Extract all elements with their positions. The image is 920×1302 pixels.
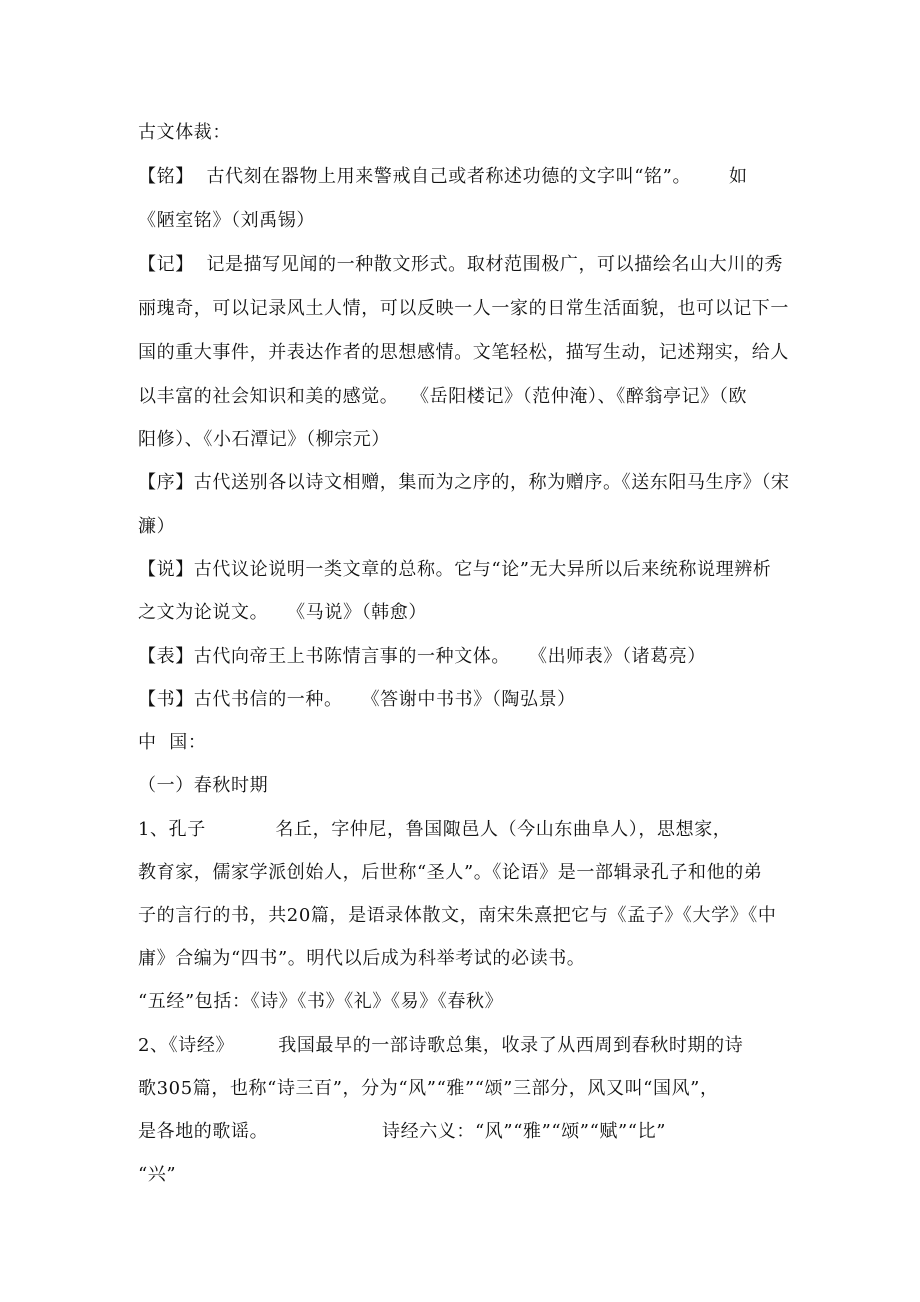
section-heading: 中 国： (138, 732, 207, 753)
section-heading: 古文体裁： (138, 122, 231, 143)
text-line: 以丰富的社会知识和美的感觉。 《岳阳楼记》（范仲淹）、《醉翁亭记》（欧 (138, 386, 748, 407)
subsection-heading: （一）春秋时期 (138, 775, 269, 796)
text-line: 【记】 记是描写见闻的一种散文形式。取材范围极广，可以描绘名山大川的秀 (138, 254, 784, 275)
text-line: 是各地的歌谣。 诗经六义：“风”“雅”“颂”“赋”“比” (138, 1121, 667, 1142)
text-line: 【书】古代书信的一种。 《答谢中书书》（陶弘景） (138, 689, 576, 710)
text-line: 濂） (138, 516, 176, 537)
text-line: 子的言行的书，共20篇，是语录体散文，南宋朱熹把它与《孟子》《大学》《中 (138, 905, 777, 926)
text-line: 歌305篇，也称“诗三百”，分为“风”“雅”“颂”三部分，风又叫“国风”， (138, 1078, 719, 1099)
text-line: 庸》合编为“四书”。明代以后成为科举考试的必读书。 (138, 948, 586, 969)
text-line: 《陋室铭》（刘禹锡） (138, 210, 315, 231)
text-line: “兴” (138, 1164, 177, 1185)
text-line: 1、孔子 名丘，字仲尼，鲁国陬邑人（今山东曲阜人），思想家， (138, 819, 732, 840)
text-line: 阳修）、《小石潭记》（柳宗元） (138, 429, 390, 450)
text-line: 丽瑰奇，可以记录风土人情，可以反映一人一家的日常生活面貌，也可以记下一 (138, 298, 789, 319)
text-line: 国的重大事件，并表达作者的思想感情。文笔轻松，描写生动，记述翔实，给人 (138, 342, 789, 363)
text-line: 【序】古代送别各以诗文相赠，集而为之序的，称为赠序。《送东阳马生序》（宋 (138, 472, 790, 493)
text-line: 之文为论说文。 《马说》（韩愈） (138, 602, 427, 623)
text-line: “五经”包括：《诗》《书》《礼》《易》《春秋》 (138, 991, 504, 1012)
text-line: 【表】古代向帝王上书陈情言事的一种文体。 《出师表》（诸葛亮） (138, 646, 706, 667)
text-line: 【铭】 古代刻在器物上用来警戒自己或者称述功德的文字叫“铭”。 如 (138, 166, 748, 187)
text-line: 【说】古代议论说明一类文章的总称。它与“论”无大异所以后来统称说理辨析 (138, 559, 772, 580)
text-line: 教育家，儒家学派创始人，后世称“圣人”。《论语》是一部辑录孔子和他的弟 (138, 862, 763, 883)
text-line: 2、《诗经》 我国最早的一部诗歌总集，收录了从西周到春秋时期的诗 (138, 1035, 744, 1056)
